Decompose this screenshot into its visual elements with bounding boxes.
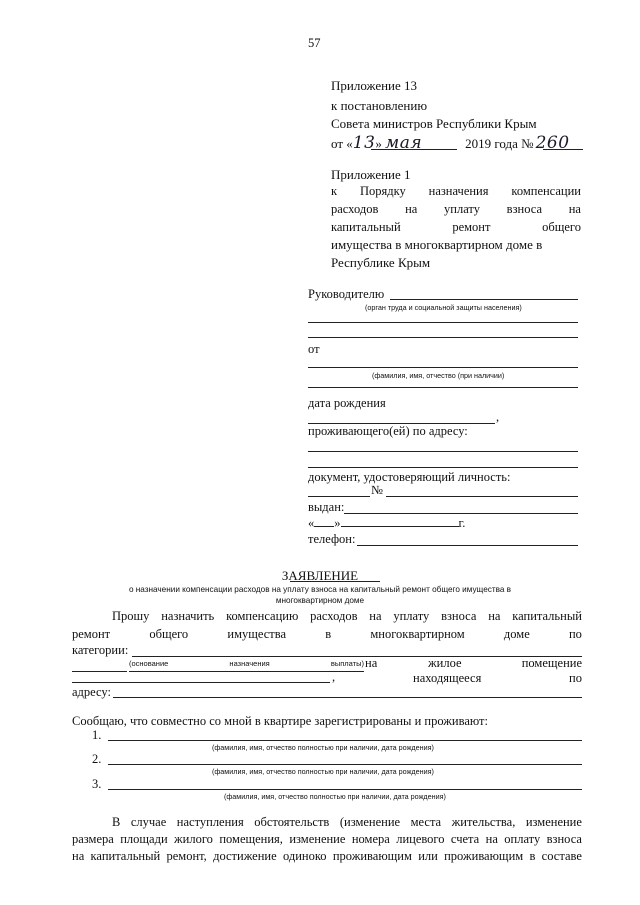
date-year: 2019 года № bbox=[465, 136, 534, 151]
registered-statement: Сообщаю, что совместно со мной в квартире зарегистрированы и проживают: bbox=[72, 714, 488, 728]
handwritten-day: 13 bbox=[352, 133, 376, 153]
number-underline bbox=[543, 149, 583, 150]
person-2-number: 2. bbox=[92, 752, 102, 766]
issued-label: выдан: bbox=[308, 500, 345, 514]
month-underline bbox=[371, 149, 457, 150]
document-label: документ, удостоверяющий личность: bbox=[308, 470, 511, 484]
person-1-caption: (фамилия, имя, отчество полностью при наличии, дата рождения) bbox=[212, 743, 434, 752]
handwritten-number: 260 bbox=[535, 133, 570, 153]
person-2-line[interactable] bbox=[108, 764, 582, 765]
issue-date-line: « » г. bbox=[308, 516, 466, 530]
council-name: Совета министров Республики Крым bbox=[331, 116, 537, 131]
appendix-1-title: Приложение 1 bbox=[331, 167, 411, 182]
premises-line[interactable] bbox=[72, 682, 330, 683]
document-number-line[interactable] bbox=[386, 496, 578, 497]
located-word: находящееся bbox=[413, 671, 482, 685]
tail-line-1: В случае наступления обстоятельств (изменение места жительства, изменение bbox=[112, 815, 582, 829]
category-label: категории: bbox=[72, 643, 129, 657]
premises-word: помещение bbox=[521, 656, 582, 670]
living-word: жилое bbox=[428, 656, 462, 670]
basis-line[interactable] bbox=[72, 671, 127, 672]
na-word: на bbox=[365, 656, 378, 670]
head-line[interactable] bbox=[390, 299, 578, 300]
statement-title: ЗАЯВЛЕНИЕ bbox=[281, 568, 359, 583]
resolution-date-line bbox=[331, 133, 570, 153]
tail-line-3: на капитальный ремонт, достижение одиноко проживающим или проживающим в составе bbox=[72, 849, 582, 863]
from-label: от bbox=[308, 342, 320, 356]
person-2-caption: (фамилия, имя, отчество полностью при наличии, дата рождения) bbox=[212, 767, 434, 776]
appendix-1-line-1: к Порядку назначения компенсации bbox=[331, 184, 581, 198]
basis-caption-line[interactable] bbox=[129, 671, 364, 672]
residing-label: проживающего(ей) по адресу: bbox=[308, 424, 468, 438]
applicant-name-line[interactable] bbox=[308, 367, 578, 368]
statement-subtitle-1: о назначении компенсации расходов на уплату взноса на капитальный ремонт общего имущества в bbox=[128, 585, 512, 594]
person-3-number: 3. bbox=[92, 777, 102, 791]
number-sign: № bbox=[371, 483, 383, 497]
to-resolution-text: к постановлению bbox=[331, 98, 428, 113]
statement-subtitle-2: многоквартирном доме bbox=[275, 596, 365, 605]
blank-line[interactable] bbox=[308, 387, 578, 388]
page-number: 57 bbox=[308, 36, 321, 50]
tail-line-2: размера площади жилого помещения, изменение номера лицевого счета на оплату взноса bbox=[72, 832, 582, 846]
request-line-2: ремонт общего имущества в многоквартирном доме по bbox=[72, 627, 582, 641]
title-underline bbox=[290, 581, 380, 582]
premises-address-line[interactable] bbox=[113, 697, 582, 698]
appendix-1-line-4: имущества в многоквартирном доме в bbox=[331, 237, 543, 252]
appendix-1-line-5: Республике Крым bbox=[331, 255, 431, 270]
date-close: » bbox=[375, 136, 382, 151]
premises-comma: , bbox=[332, 670, 336, 684]
document-series-line[interactable] bbox=[308, 496, 370, 497]
issued-by-line[interactable] bbox=[344, 513, 578, 514]
phone-label: телефон: bbox=[308, 532, 356, 546]
person-3-caption: (фамилия, имя, отчество полностью при наличии, дата рождения) bbox=[224, 792, 446, 801]
appendix-13-title: Приложение 13 bbox=[331, 78, 418, 93]
po-word: по bbox=[569, 671, 582, 685]
blank-line[interactable] bbox=[308, 322, 578, 323]
address-label: адресу: bbox=[72, 685, 111, 699]
appendix-1-line-2: расходов на уплату взноса на bbox=[331, 202, 581, 216]
person-1-number: 1. bbox=[92, 728, 102, 742]
name-caption: (фамилия, имя, отчество (при наличии) bbox=[372, 371, 505, 380]
handwritten-month: мая bbox=[385, 133, 423, 153]
appendix-1-line-3: капитальный ремонт общего bbox=[331, 220, 581, 234]
phone-line[interactable] bbox=[357, 545, 578, 546]
date-prefix: от « bbox=[331, 136, 353, 151]
birth-label: дата рождения bbox=[308, 396, 386, 410]
head-caption: (орган труда и социальной защиты населения) bbox=[365, 303, 522, 312]
request-line-1: Прошу назначить компенсацию расходов на уплату взноса на капитальный bbox=[112, 609, 582, 623]
head-label: Руководителю bbox=[308, 287, 385, 301]
address-line[interactable] bbox=[308, 451, 578, 452]
birth-comma: , bbox=[496, 410, 500, 424]
basis-caption: (основание назначения выплаты) bbox=[129, 659, 364, 668]
person-1-line[interactable] bbox=[108, 740, 582, 741]
person-3-line[interactable] bbox=[108, 789, 582, 790]
address-line[interactable] bbox=[308, 467, 578, 468]
blank-line[interactable] bbox=[308, 337, 578, 338]
